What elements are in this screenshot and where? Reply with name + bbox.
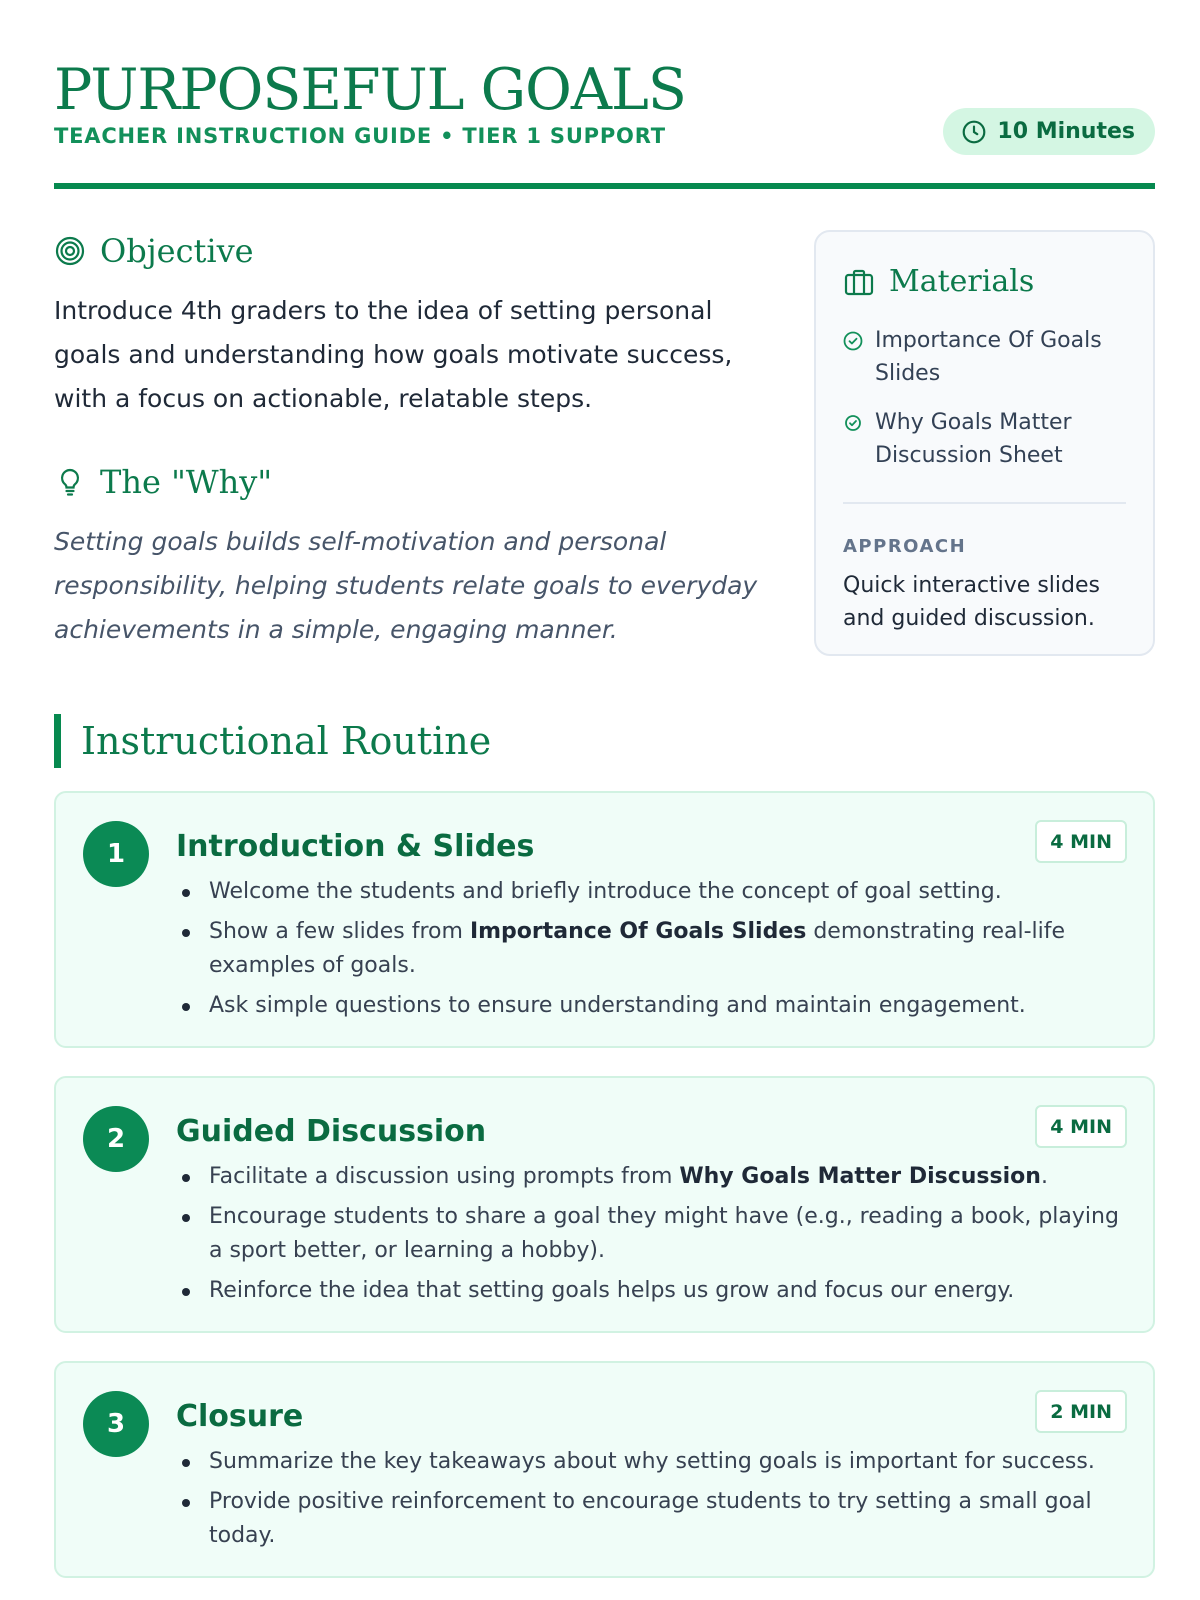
why-heading-label: The "Why": [100, 463, 273, 501]
objective-heading-label: Objective: [100, 232, 254, 270]
step-bullet: Reinforce the idea that setting goals helps us grow and focus our energy.: [176, 1274, 1126, 1308]
why-heading: [54, 463, 272, 501]
check-circle-icon: [843, 413, 863, 433]
step-bullet-list: [176, 875, 1126, 1029]
check-circle-icon: [843, 331, 863, 351]
materials-item-label: Importance Of Goals Slides: [875, 328, 1102, 386]
target-icon: [54, 235, 86, 267]
materials-item: [843, 406, 1133, 472]
step-bullet: Facilitate a discussion using prompts from Why Goals Matter Discussion.: [176, 1160, 1126, 1194]
briefcase-icon: [843, 266, 875, 298]
step-bullet: Show a few slides from Importance Of Goals Slides demonstrating real-life examples of goals.: [176, 915, 1126, 983]
step-title: Introduction & Slides: [176, 829, 535, 864]
routine-step-3: [54, 1361, 1155, 1578]
step-number: 2: [83, 1106, 149, 1172]
step-title: Closure: [176, 1399, 304, 1434]
step-title: Guided Discussion: [176, 1114, 487, 1149]
routine-heading: Instructional Routine: [54, 714, 491, 768]
step-bullet: Encourage students to share a goal they might have (e.g., reading a book, playing a sport better, or learning a hobby).: [176, 1200, 1126, 1268]
materials-heading-label: Materials: [889, 264, 1035, 299]
routine-step-2: [54, 1076, 1155, 1333]
step-bullet-list: [176, 1160, 1126, 1314]
step-bullet: Welcome the students and briefly introduce the concept of goal setting.: [176, 875, 1126, 909]
why-text: Setting goals builds self-motivation and personal responsibility, helping students relate goals to everyday achievements in a simple, engaging manner.: [54, 527, 758, 644]
routine-step-1: [54, 791, 1155, 1048]
page-title: PURPOSEFUL GOALS: [54, 57, 686, 123]
materials-item-label: Why Goals Matter Discussion Sheet: [875, 410, 1072, 468]
step-number: 1: [83, 821, 149, 887]
step-time-badge: 2 MIN: [1035, 1390, 1127, 1433]
step-time-badge: 4 MIN: [1035, 1105, 1127, 1148]
step-bullet-list: [176, 1445, 1126, 1559]
materials-card: [814, 230, 1155, 656]
step-number: 3: [83, 1391, 149, 1457]
approach-label: APPROACH: [843, 536, 967, 557]
objective-heading: [54, 232, 254, 270]
guide-header: [54, 0, 1155, 189]
step-bullet: Ask simple questions to ensure understanding and maintain engagement.: [176, 989, 1126, 1023]
lesson-guide-page: [54, 0, 1155, 1548]
approach-text: Quick interactive slides and guided discussion.: [843, 573, 1100, 631]
clock-icon: [961, 119, 987, 145]
objective-text: Introduce 4th graders to the idea of setting personal goals and understanding how goals motivate success, with a focus on actionable, relatable steps.: [54, 296, 733, 413]
materials-item: [843, 324, 1133, 390]
page-subtitle: TEACHER INSTRUCTION GUIDE • TIER 1 SUPPORT: [54, 124, 666, 148]
step-time-badge: 4 MIN: [1035, 820, 1127, 863]
duration-badge: [943, 108, 1155, 155]
lightbulb-icon: [54, 466, 86, 498]
materials-heading: [843, 264, 1034, 299]
materials-divider: [843, 502, 1126, 504]
step-bullet: Summarize the key takeaways about why setting goals is important for success.: [176, 1445, 1126, 1479]
duration-text: 10 Minutes: [997, 119, 1135, 144]
step-bullet: Provide positive reinforcement to encourage students to try setting a small goal today.: [176, 1485, 1126, 1553]
